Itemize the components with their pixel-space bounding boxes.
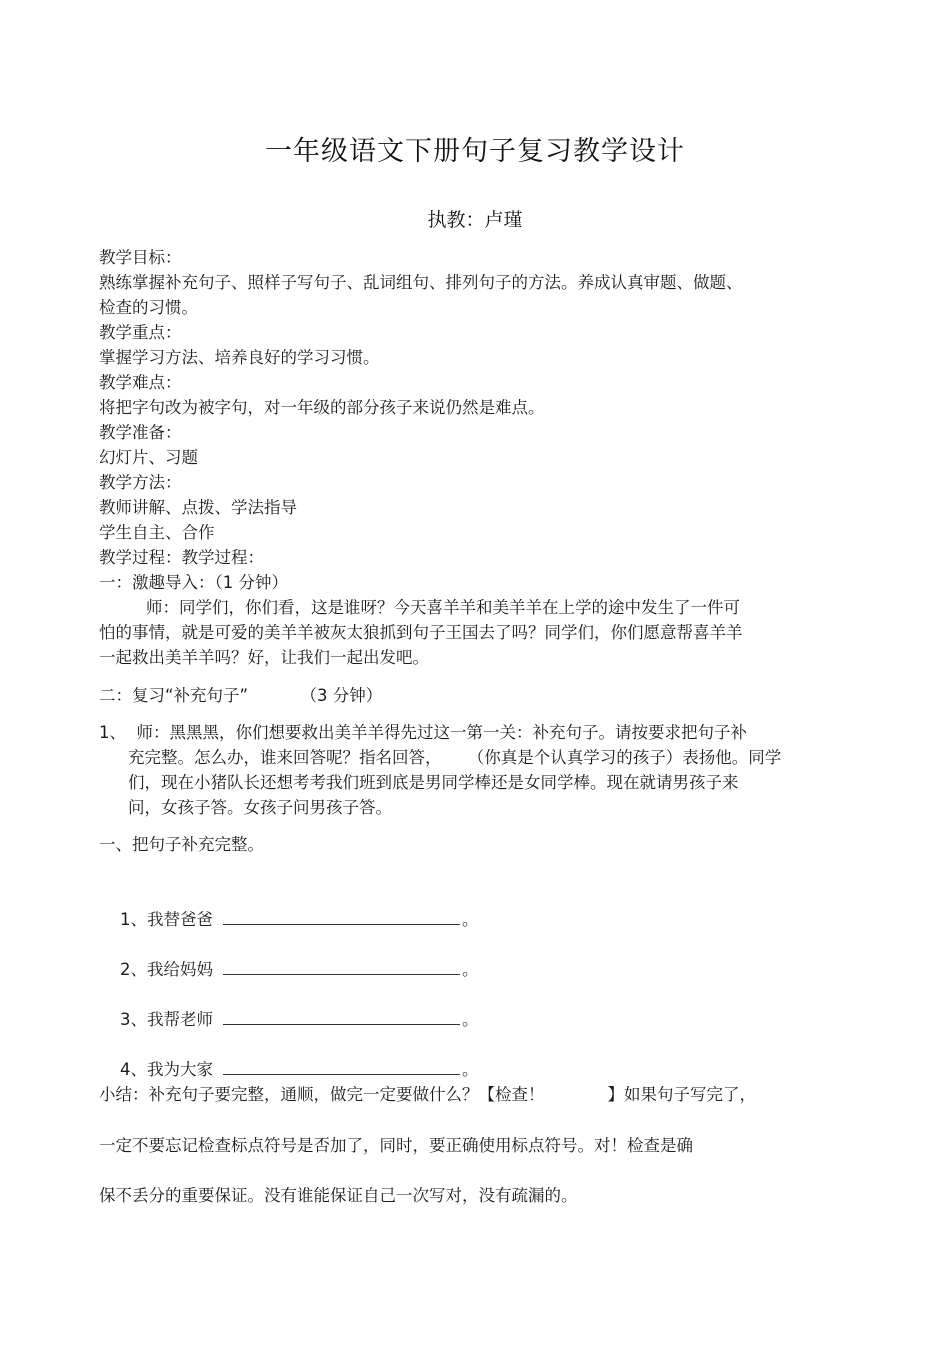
- period-mark: 。: [461, 1010, 479, 1029]
- exercise-prompt: 1、我替爸爸: [119, 910, 213, 929]
- goal-label: 教学目标：: [99, 248, 182, 267]
- section-1-paragraph-line-2: 怕的事情，就是可爱的美羊羊被灰太狼抓到句子王国去了吗？同学们，你们愿意帮喜羊羊: [99, 623, 743, 642]
- exercise-prompt: 3、我帮老师: [119, 1010, 213, 1029]
- difficulty-text: 将把字句改为被字句，对一年级的部分孩子来说仍然是难点。: [99, 398, 545, 417]
- method-text-line-1: 教师讲解、点拨、学法指导: [99, 498, 297, 517]
- answer-blank: [223, 1060, 460, 1075]
- section-2-item-1-line-4: 问，女孩子答。女孩子问男孩子答。: [128, 798, 392, 817]
- period-mark: 。: [461, 960, 479, 979]
- section-1-heading: 一：激趣导入：（1 分钟）: [99, 573, 288, 592]
- difficulty-label: 教学难点：: [99, 373, 182, 392]
- section-1-paragraph-line-1: 师：同学们，你们看，这是谁呀？今天喜羊羊和美羊羊在上学的途中发生了一件可: [146, 598, 740, 617]
- answer-blank: [223, 960, 460, 975]
- author-line: 执教：卢瑾: [427, 209, 523, 231]
- period-mark: 。: [461, 910, 479, 929]
- focus-text: 掌握学习方法、培养良好的学习习惯。: [99, 348, 380, 367]
- answer-blank: [223, 910, 460, 925]
- summary-line-2: 一定不要忘记检查标点符号是否加了，同时，要正确使用标点符号。对！检查是确: [99, 1136, 693, 1155]
- summary-line-3: 保不丢分的重要保证。没有谁能保证自己一次写对，没有疏漏的。: [99, 1186, 578, 1205]
- summary-line-1: 小结：补充句子要完整，通顺，做完一定要做什么？【检查！ 】如果句子写完了，: [99, 1085, 756, 1104]
- focus-label: 教学重点：: [99, 323, 182, 342]
- exercise-prompt: 2、我给妈妈: [119, 960, 213, 979]
- section-2-item-1-line-1: 1、 师：黑黑黑，你们想要救出美羊羊得先过这一第一关：补充句子。请按要求把句子补: [99, 723, 747, 742]
- answer-blank: [223, 1010, 460, 1025]
- exercise-prompt: 4、我为大家: [119, 1060, 213, 1079]
- method-text-line-2: 学生自主、合作: [99, 523, 215, 542]
- section-2-item-1-line-2: 充完整。怎么办，谁来回答呢？指名回答， （你真是个认真学习的孩子）表扬他。同学: [128, 748, 782, 767]
- method-label: 教学方法：: [99, 473, 182, 492]
- prep-label: 教学准备：: [99, 423, 182, 442]
- prep-text: 幻灯片、习题: [99, 448, 198, 467]
- period-mark: 。: [461, 1060, 479, 1079]
- process-label: 教学过程：教学过程：: [99, 548, 264, 567]
- goal-text-line-2: 检查的习惯。: [99, 298, 198, 317]
- exercise-heading: 一、把句子补充完整。: [99, 835, 264, 854]
- goal-text-line-1: 熟练掌握补充句子、照样子写句子、乱词组句、排列句子的方法。养成认真审题、做题、: [99, 273, 743, 292]
- section-1-paragraph-line-3: 一起救出美羊羊吗？好，让我们一起出发吧。: [99, 648, 429, 667]
- section-2-item-1-line-3: 们，现在小猪队长还想考考我们班到底是男同学棒还是女同学棒。现在就请男孩子来: [128, 773, 739, 792]
- section-2-heading: 二：复习“补充句子” （3 分钟）: [99, 686, 383, 705]
- document-title: 一年级语文下册句子复习教学设计: [265, 136, 685, 167]
